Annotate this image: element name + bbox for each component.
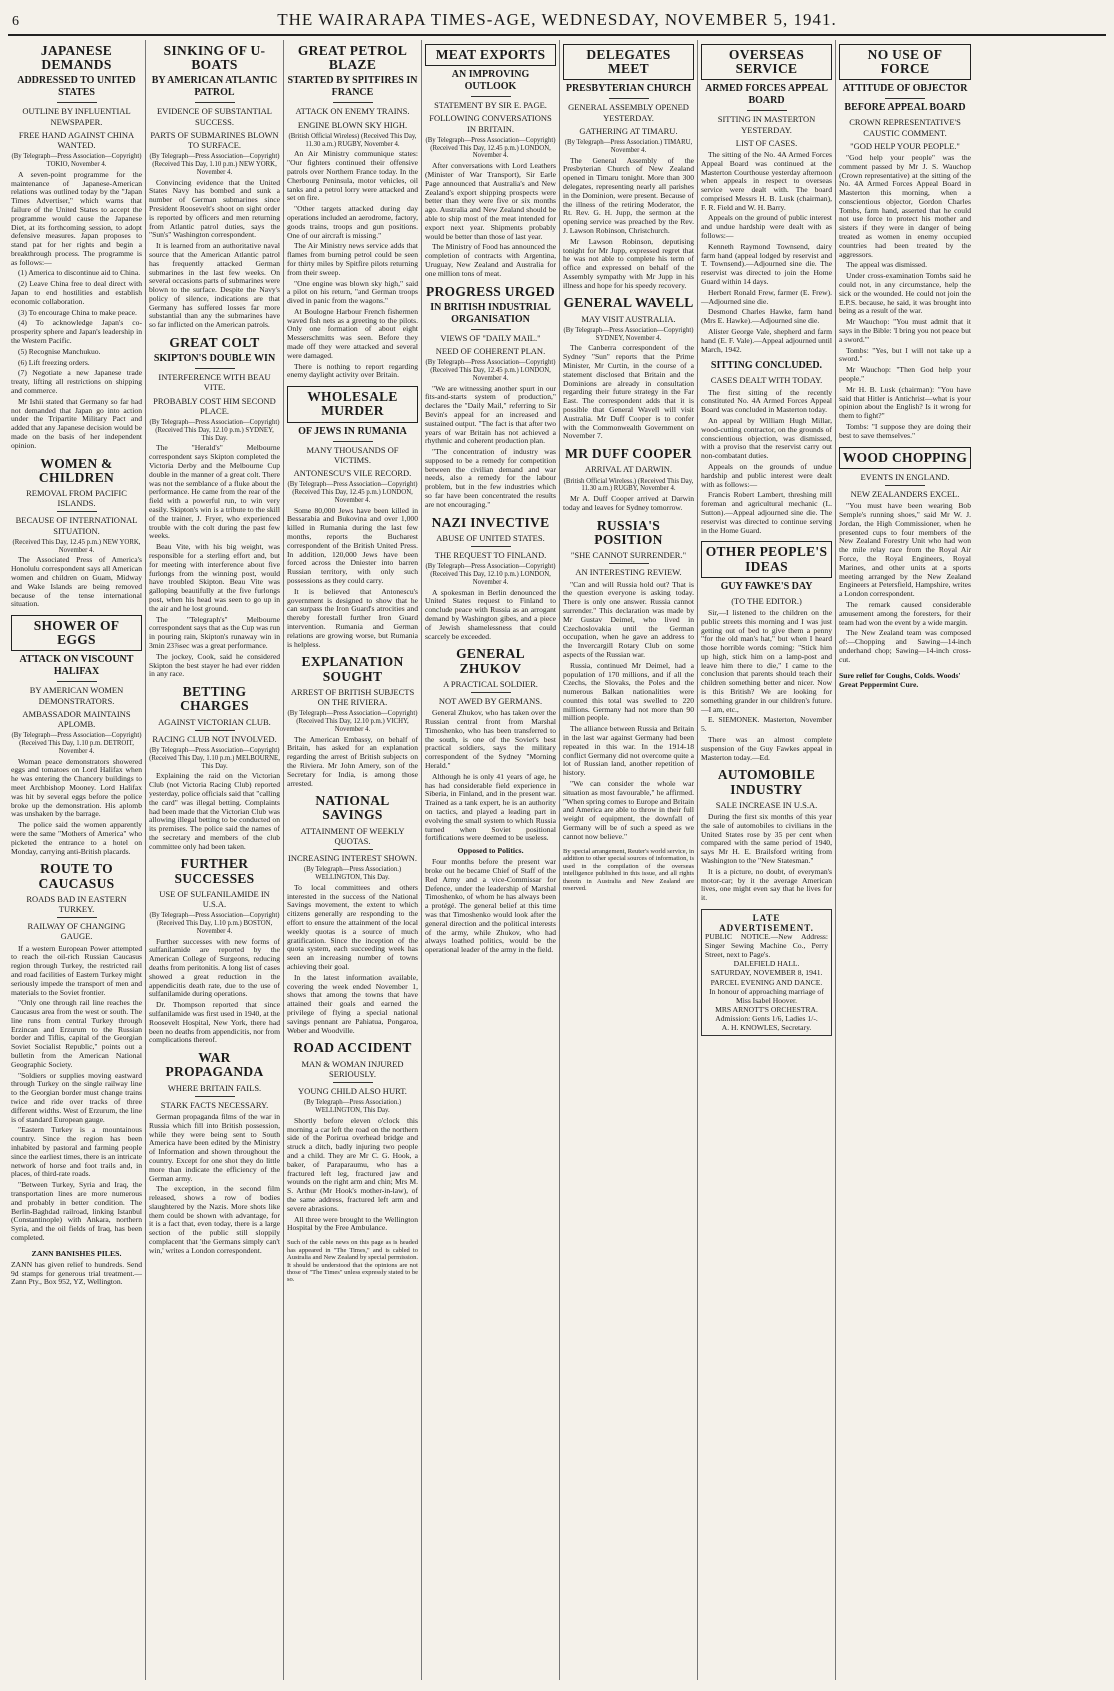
story-national-savings bbox=[287, 794, 418, 1035]
deck: VIEWS OF "DAILY MAIL." bbox=[440, 332, 541, 343]
deck: USE OF SULFANILAMIDE IN U.S.A. bbox=[159, 888, 270, 910]
deck: "SHE CANNOT SURRENDER." bbox=[570, 550, 687, 561]
deck: FREE HAND AGAINST CHINA WANTED. bbox=[18, 129, 135, 150]
story-body bbox=[425, 162, 556, 278]
paragraph: "Eastern Turkey is a mountainous country. Since the region has been inhabited by pastoral and farming people since the earliest times, there is an intricate network of horse and foot trails and, in places, of third-rate roads. bbox=[11, 1125, 142, 1179]
headline: WOOD CHOPPING bbox=[839, 447, 971, 469]
story-road-accident bbox=[287, 1041, 418, 1233]
headline: OVERSEAS SERVICE bbox=[701, 44, 832, 80]
deck: BY AMERICAN ATLANTIC PATROL bbox=[151, 75, 278, 99]
deck: CASES DEALT WITH TODAY. bbox=[710, 375, 823, 386]
paragraph: It is believed that Antonescu's government is designed to show that he can surpass the Iron Guard's atrocities and thereby forestall further Iron Guard intervention. Rumania and German relations are growing worse, but Rumania is helpless. bbox=[287, 586, 418, 649]
deck: AGAINST VICTORIAN CLUB. bbox=[158, 716, 271, 727]
story-nazi-invective bbox=[425, 516, 556, 642]
headline: OTHER PEOPLE'S IDEAS bbox=[701, 541, 832, 577]
story-war-propaganda bbox=[149, 1051, 280, 1255]
paragraph: "The concentration of industry was supposed to be a remedy for competition between the civilian demand and war needs, also a remedy for the labour problem, but in the few industries which so far have been concentrated the results are not encouraging." bbox=[425, 447, 556, 509]
paragraph: During the first six months of this year the sale of automobiles to civilians in the United States rose by 35 per cent when compared with the same period of 1940, says Mr H. E. Brailsford writing from Washington to the "New Statesman." bbox=[701, 811, 832, 865]
paragraph: Woman peace demonstrators showered eggs and tomatoes on Lord Halifax when he was entering the Chancery buildings to meet Archbishop Mooney. Lord Halifax was hit by several eggs before the police broke up the demonstration. His aplomb was unshaken by the barrage. bbox=[11, 756, 142, 819]
paragraph: The American Embassy, on behalf of Britain, has asked for an explanation regarding the arrest of British subjects on the Riviera. Mr John Amery, son of the Secretary for India, is among those arrested. bbox=[287, 734, 418, 788]
story-shower-of-eggs bbox=[11, 615, 142, 856]
paragraph: (6) Lift freezing orders. bbox=[18, 357, 90, 367]
deck: PARTS OF SUBMARINES BLOWN TO SURFACE. bbox=[150, 129, 279, 150]
story-body bbox=[839, 502, 971, 664]
paragraph: To local committees and others interested in the success of the National Savings movement, the extent to which citizens generally are responding to the effort to ensure the attainment of the local weekly quotas is a source of much gratification. Since the inception of the quota system, each succeeding week has seen an increasing number of towns achieving their goal. bbox=[287, 882, 418, 971]
advert-line: DALEFIELD HALL. bbox=[733, 959, 800, 969]
paragraph: Tombs: "Yes, but I will not take up a sword." bbox=[839, 345, 971, 364]
story-further-successes bbox=[149, 857, 280, 1045]
deck: SALE INCREASE IN U.S.A. bbox=[715, 799, 818, 810]
story-other-peoples-ideas bbox=[701, 541, 832, 762]
story-body bbox=[149, 772, 280, 851]
paragraph: If a western European Power attempted to reach the oil-rich Russian Caucasus region through Turkey, the restricted rail and road facilities of Eastern Turkey might seriously impede the transport of men and materials to the Soviet frontier. bbox=[11, 943, 142, 997]
newspaper-title: THE WAIRARAPA TIMES-AGE, WEDNESDAY, NOVEMBER 5, 1941. bbox=[277, 10, 837, 29]
paragraph: Russia, continued Mr Deimel, had a population of 170 millions, and if all the Czechs, the Slovaks, the Poles and the numerous Balkan nationalities were counted this total was swelled to 220 millions. Germany had not more than 90 million people. bbox=[563, 660, 694, 723]
deck: ATTACK ON VISCOUNT HALIFAX bbox=[19, 654, 134, 678]
paragraph: The sitting of the No. 4A Armed Forces Appeal Board was continued at the Masterton Courthouse yesterday afternoon when appeals in respect to overseas service were dealt with. The board comprised Messrs H. B. Lusk (chairman), F. R. Field and W. H. Barry. bbox=[701, 149, 832, 212]
deck: RAILWAY OF CHANGING GAUGE. bbox=[27, 921, 126, 942]
headline: WHOLESALE MURDER bbox=[287, 386, 418, 422]
column-2 bbox=[146, 40, 284, 1680]
paragraph: The first sitting of the recently constituted No. 4A Armed Forces Appeal Board was concluded in Masterton today. bbox=[701, 387, 832, 415]
deck: GENERAL ASSEMBLY OPENED YESTERDAY. bbox=[568, 102, 689, 123]
deck: ENGINE BLOWN SKY HIGH. bbox=[297, 119, 408, 130]
story-women-children bbox=[11, 457, 142, 610]
paragraph: The "Telegraph's" Melbourne correspondent says that as the Cup was run in pouring rain, Skipton's runaway win in 3min 23⅞sec was a great performance. bbox=[149, 614, 280, 650]
deck: A PRACTICAL SOLDIER. bbox=[443, 678, 538, 689]
story-body bbox=[287, 150, 418, 380]
paragraph: Convincing evidence that the United States Navy has bombed and sunk a number of German submarines since President Roosevelt's shoot on sight order is reported by officers and men returning from Atlantic patrol duties, says the "Sun's" Washington correspondent. bbox=[149, 177, 280, 240]
paragraph: "We can consider the whole war situation as most favourable," he affirmed. "When spring comes to Europe and Britain and America are able to throw in their full weight of equipment, the downfall of Germany will be of such a speed as we cannot now believe." bbox=[563, 779, 694, 841]
paragraph: (3) To encourage China to make peace. bbox=[18, 307, 137, 317]
deck: ATTACK ON ENEMY TRAINS. bbox=[295, 106, 410, 117]
paragraph: There was an almost complete suspension of the Guy Fawkes appeal in Masterton today.—Ed. bbox=[701, 735, 832, 762]
paragraph: General Zhukov, who has taken over the Russian central front from Marshal Timoshenko, who has been transferred to the south, is one of the Soviet's best practical soldiers, says the military correspondent of the Sydney "Morning Herald." bbox=[425, 708, 556, 770]
advert-heading: ZANN BANISHES PILES. bbox=[31, 1248, 122, 1258]
headline: ROUTE TO CAUCASUS bbox=[38, 861, 115, 891]
deck: INCREASING INTEREST SHOWN. bbox=[288, 853, 417, 864]
deck: YOUNG CHILD ALSO HURT. bbox=[298, 1085, 407, 1096]
paragraph: Some 80,000 Jews have been killed in Bessarabia and Bukovina and over 1,000 killed in Rumania during the last few months, reports the Bucharest correspondent of the British United Press. In addition, 120,000 Jews have been forced across the Dniester into barren Russian territory, with only such possessions as they could carry. bbox=[287, 505, 418, 585]
paragraph: An appeal by William Hugh Millar, wood-cutting contractor, on the grounds of conscientious objection, was dismissed, with a proviso that the reservist carry out non-combatant duties. bbox=[701, 416, 832, 461]
subheading: Opposed to Politics. bbox=[457, 846, 524, 856]
paragraph: Appeals on the grounds of undue hardship and public interest were dealt with as follows:— bbox=[701, 462, 832, 489]
story-wood-chopping bbox=[839, 447, 971, 665]
paragraph: "God help your people" was the comment passed by Mr J. S. Wauchop (Crown representative) at the sitting of the No. 4A Armed Forces Appeal Board in Masterton this morning, when a conscientious objector, Gordon Charles Tombs, farm hand, asserted that he could not use force to protect his mother and sisters if they were in danger of being treated as women in enemy occupied countries had been treated by the aggressors. bbox=[839, 152, 971, 259]
deck: BY AMERICAN WOMEN DEMONSTRATORS. bbox=[29, 685, 124, 706]
deck: SITTING CONCLUDED. bbox=[710, 360, 823, 372]
deck: STARK FACTS NECESSARY. bbox=[160, 1099, 269, 1110]
headline: PROGRESS URGED bbox=[425, 283, 556, 299]
paragraph: Alister George Vale, shepherd and farm hand (E. F. Vale).—Appeal adjourned until March, 1942. bbox=[701, 327, 832, 354]
paragraph: At Boulogne Harbour French fishermen waved fish nets as a greeting to the pilots. Only one formation of about eight Messerschmitts was seen. Before they made off they were attacked and several were damaged. bbox=[287, 306, 418, 360]
deck: LIST OF CASES. bbox=[735, 137, 798, 148]
column-7 bbox=[836, 40, 974, 1680]
dateline: (By Telegraph—Press Association—Copyright) (Received This Day, 1.10 p.m.) NEW YORK, November 4. bbox=[149, 153, 280, 176]
paragraph: Kenneth Raymond Townsend, dairy farm hand (appeal lodged by reservist and T. Townsend).—Adjourned sine die. The reservist was directed to join the Home Guard within 14 days. bbox=[701, 241, 832, 287]
story-body bbox=[11, 556, 142, 609]
story-general-zhukov bbox=[425, 647, 556, 954]
paragraph: The Canberra correspondent of the Sydney "Sun" reports that the Prime Minister, Mr Curtin, in the course of a statement disclosed that Britain and the Dominions are already in consultation regarding their future strategy in the Far East. The correspondent adds that it is possible that General Wavell will visit Australia. Mr Duff Cooper is to confer with the Commonwealth Government on November 7. bbox=[563, 343, 694, 441]
dateline: (By Telegraph—Press Association—Copyright) (Received This Day, 1.10 p.m. DETROIT, November 4. bbox=[11, 732, 142, 755]
story-great-colt bbox=[149, 336, 280, 679]
column-5 bbox=[560, 40, 698, 1680]
advert-line: MRS ARNOTT'S ORCHESTRA. bbox=[715, 1004, 818, 1014]
paragraph: "We are witnessing another spurt in our fits-and-starts system of production," declares the "Daily Mail," referring to Sir Bevin's appeal for an increased and sustained output. "The fact is that after two years of war Britain has not achieved a rhythmic and coherent production plan. bbox=[425, 383, 556, 446]
headline: GREAT COLT bbox=[169, 335, 260, 351]
headline: NAZI INVECTIVE bbox=[431, 514, 550, 530]
deck: ANTONESCU'S VILE RECORD. bbox=[293, 467, 412, 478]
deck: BEFORE APPEAL BOARD bbox=[844, 102, 966, 114]
deck: ARMED FORCES APPEAL BOARD bbox=[705, 83, 828, 107]
advert-peppermint-cure: Sure relief for Coughs, Colds. Woods' Great Peppermint Cure. bbox=[839, 670, 961, 689]
headline: MEAT EXPORTS bbox=[425, 44, 556, 66]
dateline: (Received This Day, 12.45 p.m.) NEW YORK, November 4. bbox=[12, 538, 141, 554]
paragraph: There is nothing to report regarding enemy daylight activity over Britain. bbox=[287, 361, 418, 380]
dateline: (By Telegraph—Press Association—Copyright) SYDNEY, November 4. bbox=[563, 326, 694, 342]
story-body bbox=[149, 179, 280, 331]
column-1 bbox=[8, 40, 146, 1680]
story-meat-exports bbox=[425, 44, 556, 279]
column-4 bbox=[422, 40, 560, 1680]
deck: RACING CLUB NOT INVOLVED. bbox=[152, 733, 277, 744]
deck: THE REQUEST TO FINLAND. bbox=[434, 550, 547, 561]
story-wholesale-murder bbox=[287, 386, 418, 649]
paragraph: Beau Vite, with his big weight, was responsible for a sterling effort and, but for meeting with interference about five furlongs from the winning post, would have troubled Skipton. Beau Vite was galloping beautifully at the five furlongs post, when his head was seen to go up in the air and he lost ground. bbox=[149, 542, 280, 613]
paragraph: It is learned from an authoritative naval source that the American Atlantic patrol has frequently attacked German submarines in the last few weeks. On several occasions parts of submarines were blown to the surface. Despite the Navy's policy of silence, indications are that Germany has suffered losses far more substantial than any the submarines have so far inflicted on the American patrols. bbox=[149, 241, 280, 330]
paragraph: The Associated Press of America's Honolulu correspondent says all American women and children on Guam, Midway and Wake Islands are being removed because of the tense international situation. bbox=[11, 555, 142, 609]
advert-text: PUBLIC NOTICE.—New Address: Singer Sewing Machine Co., Perry Street, next to Page's. bbox=[705, 931, 828, 959]
deck: PROBABLY COST HIM SECOND PLACE. bbox=[153, 395, 276, 416]
advert-line: Admission: Gents 1/6, Ladies 1/-. bbox=[715, 1014, 818, 1023]
paragraph: Appeals on the ground of public interest and undue hardship were dealt with as follows:— bbox=[701, 213, 832, 241]
story-body bbox=[701, 151, 832, 355]
deck: CROWN REPRESENTATIVE'S CAUSTIC COMMENT. bbox=[849, 117, 961, 138]
deck: ATTITUDE OF OBJECTOR bbox=[842, 83, 968, 95]
headline: MR DUFF COOPER bbox=[565, 446, 692, 462]
advert-heading: LATE ADVERTISEMENT. bbox=[719, 912, 814, 933]
story-body bbox=[563, 157, 694, 291]
dateline: (By Telegraph—Press Association—Copyright) (Received This Day, 12.10 p.m.) VICHY, November 4. bbox=[287, 710, 418, 733]
story-body bbox=[563, 495, 694, 513]
paragraph: Mr A. Duff Cooper arrived at Darwin today and leaves for Sydney tomorrow. bbox=[563, 494, 694, 513]
deck: AMBASSADOR MAINTAINS APLOMB. bbox=[22, 708, 131, 730]
deck: OF JEWS IN RUMANIA bbox=[298, 425, 407, 437]
paragraph: Tombs: "I suppose they are doing their best to save themselves." bbox=[839, 422, 971, 440]
paragraph: The alliance between Russia and Britain in the last war against Germany had been repeated in this war. In the 1914-18 conflict Germany did not overcome quite a lot of Russian land, another repetition of history. bbox=[563, 724, 694, 778]
paragraph: The General Assembly of the Presbyterian Church of New Zealand opened in Timaru tonight. More than 300 delegates, representing nearly all parishes in the Dominion, were present. Because of the illness of the retiring Moderator, the Rt. Rev. G. H. Jupp, the sermon at the opening service was preached by the Rev. J. Lawson Robinson, Christchurch. bbox=[563, 155, 694, 235]
deck: AN INTERESTING REVIEW. bbox=[575, 567, 682, 578]
headline: WAR PROPAGANDA bbox=[165, 1050, 264, 1080]
paragraph: Dr. Thompson reported that since sulfanilamide was first used in 1940, at the Roosevelt Hospital, New York, there had been no deaths from appendicitis, nor from complications thereof. bbox=[149, 1000, 280, 1045]
paragraph: The police said the women apparently were the same "Mothers of America" who picketed the entrance to a hotel on Monday, carrying anti-British placards. bbox=[11, 820, 142, 856]
story-body bbox=[11, 171, 142, 451]
paragraph: A seven-point programme for the maintenance of Japanese-American relations was outlined today by the "Japan Times Advertiser," which warns that failure of the United States to accept the programme would cause the Japanese Diet, at its forthcoming session, to adopt defensive measures. Japan proposes to stand pat for her rights and begin a breakthrough process. The programme is as follows:— bbox=[11, 169, 142, 267]
paragraph: It is a picture, no doubt, of everyman's motor-car; by it the average American lives, one might even say that he lives for it. bbox=[701, 866, 832, 903]
story-body bbox=[839, 154, 971, 441]
paragraph: Francis Robert Lambert, threshing mill foreman and agricultural mechanic (L. Sutton).—Appeal adjourned sine die. The reservist was directed to continue serving in the Home Guard. bbox=[701, 490, 832, 535]
headline: NATIONAL SAVINGS bbox=[315, 793, 390, 823]
story-body bbox=[563, 344, 694, 441]
columns bbox=[8, 40, 1106, 1680]
deck: IN BRITISH INDUSTRIAL ORGANISATION bbox=[430, 301, 551, 325]
story-explanation-sought bbox=[287, 655, 418, 788]
paragraph: The Ministry of Food has announced the completion of contracts with Argentina, Uruguay, New Zealand and Australia for one million tons of meat. bbox=[425, 242, 556, 278]
paragraph: Four months before the present war broke out he became Chief of Staff of the Red Army and a vice-Commissar for Defence, under the leadership of Marshal Timoshenko, of whom he has always been a protégé. The general belief at this time was that Timoshenko would look after the general direction and the political interests of the army, while Zhukov, who had always loathed politics, would be the operational leader of the army in the field. bbox=[425, 857, 556, 955]
story-body bbox=[563, 581, 694, 842]
paragraph: Mr Wauchop: "Then God help your people." bbox=[839, 365, 971, 384]
paragraph: "One engine was blown sky high," said a pilot on his return, "and German troops dived in panic from the wagons." bbox=[287, 278, 418, 306]
deck: INTERFERENCE WITH BEAU VITE. bbox=[158, 372, 271, 393]
paragraph: After conversations with Lord Leathers (Minister of War Transport), Sir Earle Page announced that Australia's and New Zealand's export shipping prospects were better than they were five or six months ago. Australia and New Zealand should be able to ship most of the meat intended for export next year. Shipments probably would be better than those of last year. bbox=[425, 161, 556, 241]
story-japanese-demands bbox=[11, 44, 142, 451]
story-body bbox=[425, 589, 556, 642]
deck: ARREST OF BRITISH SUBJECTS ON THE RIVIERA. bbox=[290, 686, 415, 707]
headline: SHOWER OF EGGS bbox=[11, 615, 142, 651]
deck: OUTLINE BY INFLUENTIAL NEWSPAPER. bbox=[22, 106, 131, 127]
story-progress-urged bbox=[425, 285, 556, 510]
paragraph: "Other targets attacked during day operations included an aerodrome, factory, goods trains, troops and gun positions. One of our aircraft is missing." bbox=[287, 204, 418, 240]
headline: BETTING CHARGES bbox=[180, 684, 249, 714]
dateline: (By Telegraph—Press Association—Copyright) (Received This Day, 1.10 p.m.) MELBOURNE, This Day. bbox=[149, 746, 280, 770]
paragraph: The exception, in the second film released, shows a row of bodies slaughtered by the Nazis. More shots like them could be shown with advantage, for it is a fact that, even today, there is a large section of the public still sloppily complacent that 'the Germans simply can't win,' writes a London correspondent. bbox=[149, 1184, 280, 1255]
paragraph: The appeal was dismissed. bbox=[846, 260, 927, 270]
paragraph: The Air Ministry news service adds that flames from burning petrol could be seen for thirty miles by Spitfire pilots returning from their sweep. bbox=[287, 241, 418, 277]
paragraph: The jockey, Cook, said he considered Skipton the best stayer he had ever ridden in any race. bbox=[149, 651, 280, 679]
story-body bbox=[701, 389, 832, 536]
deck: REMOVAL FROM PACIFIC ISLANDS. bbox=[26, 487, 127, 509]
dateline: (By Telegraph—Press Association—Copyright) (Received This Day, 12.10 p.m.) SYDNEY, This Day. bbox=[149, 419, 280, 442]
dateline: (By Telegraph—Press Association—Copyright) TOKIO, November 4. bbox=[11, 153, 142, 168]
paragraph: A spokesman in Berlin denounced the United States request to Finland to conclude peace with Russia as an arrogant demand by Washington gibes, and a piece of Jewish shamelessness that could scarcely be exceeded. bbox=[425, 587, 556, 641]
dateline: (By Telegraph—Press Association—Copyright) (Received This Day, 12.10 p.m.) LONDON, November 4. bbox=[425, 563, 556, 586]
deck: NEW ZEALANDERS EXCEL. bbox=[850, 488, 960, 499]
story-delegates-meet bbox=[563, 44, 694, 290]
advert-text: ZANN has given relief to hundreds. Send 9d stamps for generous trial treatment.—Zann Pty., Box 952, YZ, Wellington. bbox=[11, 1259, 142, 1287]
story-mr-duff-cooper bbox=[563, 447, 694, 513]
story-sitting-concluded bbox=[701, 360, 832, 535]
story-body bbox=[287, 1117, 418, 1233]
dateline: (By Telegraph—Press Association—Copyright) (Received This Day, 12.45 p.m.) LONDON, November 4. bbox=[425, 136, 556, 160]
advert-line: In honour of approaching marriage of Miss Isabel Hoover. bbox=[709, 986, 824, 1005]
paragraph: Herbert Ronald Frew, farmer (E. Frew).—Adjourned sine die. bbox=[701, 287, 832, 306]
story-body bbox=[701, 609, 832, 763]
story-body bbox=[287, 736, 418, 789]
deck: AN IMPROVING OUTLOOK bbox=[451, 69, 530, 93]
deck: SITTING IN MASTERTON YESTERDAY. bbox=[717, 114, 816, 135]
story-great-petrol-blaze bbox=[287, 44, 418, 380]
paragraph: Desmond Charles Hawke, farm hand (Mrs E. Hawke).—Adjourned sine die. bbox=[701, 307, 832, 326]
paragraph: (5) Recognise Manchukuo. bbox=[18, 346, 101, 356]
headline: GENERAL WAVELL bbox=[563, 295, 694, 311]
headline: EXPLANATION SOUGHT bbox=[301, 654, 404, 684]
story-body bbox=[425, 709, 556, 955]
headline: GREAT PETROL BLAZE bbox=[297, 43, 408, 73]
story-body bbox=[149, 1113, 280, 1256]
dateline: (By Telegraph—Press Association.) WELLINGTON, This Day. bbox=[303, 1099, 402, 1114]
paragraph: Mr Ishii stated that Germany so far had not demanded that Japan go into action under the Tripartite Military Pact and added that any Japanese decision would be made on the basis of her independent opinion. bbox=[11, 396, 142, 450]
story-body bbox=[11, 945, 142, 1243]
dateline: (By Telegraph—Press Association—Copyright) (Received This Day, 1.10 p.m.) BOSTON, November 4. bbox=[149, 912, 280, 935]
paragraph: Under cross-examination Tombs said he could not, in any circumstance, help the sick or the wounded. He could not join the E.P.S. because, he said, it was brought into being as a result of the war. bbox=[839, 271, 971, 316]
deck: (TO THE EDITOR.) bbox=[731, 595, 802, 606]
page-number: 6 bbox=[12, 14, 19, 29]
deck: EVIDENCE OF SUBSTANTIAL SUCCESS. bbox=[156, 106, 272, 127]
headline: SINKING OF U-BOATS bbox=[163, 43, 266, 73]
paragraph: (7) Negotiate a new Japanese trade treaty, lifting all restrictions on shipping and commerce. bbox=[11, 368, 142, 396]
deck: ROADS BAD IN EASTERN TURKEY. bbox=[26, 893, 127, 914]
column-6 bbox=[698, 40, 836, 1680]
advert-line: SATURDAY, NOVEMBER 8, 1941. bbox=[710, 968, 823, 978]
dateline: (By Telegraph—Press Association.) TIMARU, November 4. bbox=[564, 138, 693, 154]
story-route-to-caucasus bbox=[11, 862, 142, 1242]
story-body bbox=[425, 385, 556, 510]
headline: FURTHER SUCCESSES bbox=[174, 856, 255, 886]
deck: STARTED BY SPITFIRES IN FRANCE bbox=[287, 75, 418, 99]
dateline: (British Official Wireless) (Received This Day, 11.30 a.m.) RUGBY, November 4. bbox=[288, 132, 417, 148]
dateline: (By Telegraph—Press Association—Copyright) (Received This Day, 12.45 p.m.) LONDON, November 4. bbox=[425, 359, 556, 382]
column-3 bbox=[284, 40, 422, 1680]
story-body bbox=[11, 758, 142, 857]
paragraph: "Soldiers or supplies moving eastward through Turkey on the single railway line to the Georgian border must change trains twice and ride over tracks of three different widths. West of Erzurum, the line is of standard European gauge. bbox=[11, 1070, 142, 1124]
deck: NOT AWED BY GERMANS. bbox=[438, 695, 543, 706]
paragraph: Sir,—I listened to the children on the public streets this morning and I was just getting out of bed to give them a penny "for the old man's hat," but when I heard those horrible words coming: "Stick him up high, stick him on a lamp-post and leave him there to die," I came to the conclusion that parents should teach their children something better and nicer. Now is this British? We are looking for something grander in our children's future.—I am, etc., bbox=[701, 607, 832, 714]
advert-line: PARCEL EVENING AND DANCE. bbox=[710, 977, 823, 987]
deck: "GOD HELP YOUR PEOPLE." bbox=[850, 140, 960, 151]
headline: GENERAL ZHUKOV bbox=[456, 646, 525, 676]
story-sinking-of-u-boats bbox=[149, 44, 280, 330]
headline: RUSSIA'S POSITION bbox=[594, 517, 663, 547]
deck: ADDRESSED TO UNITED STATES bbox=[17, 75, 136, 99]
paragraph: In the latest information available, covering the week ended November 1, shows that among the towns that have attained their goals and earned the privilege of flying a special national savings pennant are Pahiatua, Pongaroa, Weber and Woodville. bbox=[287, 972, 418, 1035]
reuter-footnote: By special arrangement, Reuter's world service, in addition to other special sources of information, is used in the compilation of the overseas intelligence published in this issue, and all rights therein in Australia and New Zealand are reserved. bbox=[563, 847, 694, 892]
paragraph: (2) Leave China free to deal direct with Japan to end hostilities and establish economic collaboration. bbox=[11, 279, 142, 306]
paragraph: "Only one through rail line reaches the Caucasus area from the west or south. The line runs from central Turkey through Erzincan and Erzurum to the Russian border and Tiflis, capital of the Georgian Soviet Socialist Republic," points out a bulletin from the American National Geographic Society. bbox=[11, 998, 142, 1069]
deck: ARRIVAL AT DARWIN. bbox=[585, 464, 672, 475]
story-body bbox=[287, 507, 418, 650]
story-overseas-service bbox=[701, 44, 832, 354]
deck: WHERE BRITAIN FAILS. bbox=[167, 1082, 262, 1093]
headline: DELEGATES MEET bbox=[563, 44, 694, 80]
late-advertisement bbox=[701, 909, 832, 1036]
paragraph: E. SIEMONEK. Masterton, November 5. bbox=[701, 715, 832, 734]
deck: EVENTS IN ENGLAND. bbox=[860, 471, 950, 482]
story-betting-charges bbox=[149, 685, 280, 851]
deck: STATEMENT BY SIR E. PAGE. bbox=[434, 100, 547, 111]
cable-footnote: Such of the cable news on this page as is headed has appeared in "The Times," and is cabled to Australia and New Zealand by special permission. It should be understood that the opinions are not those of "The Times" unless expressly stated to be so. bbox=[287, 1239, 418, 1284]
paragraph: Mr H. B. Lusk (chairman): "You have said that Hitler is Antichrist—what is your opinion about the English? Is it wrong for them to fight?" bbox=[839, 384, 971, 421]
paragraph: Shortly before eleven o'clock this morning a car left the road on the northern side of the Porirua overhead bridge and struck a ditch, badly injuring two people and a child. They are Mr C. G. Hook, a baker, of Paraparaumu, who has a fractured left leg, fractured jaw and wounds on the right arm and chin; Mrs M. S. Arthur (Mr Hook's mother-in-law), of the same address, fractured left arm and severe abrasions. bbox=[287, 1115, 418, 1213]
paragraph: Mr Wauchop: "You must admit that it says in the Bible: 'I bring you not peace but a sword.'" bbox=[839, 317, 971, 344]
dateline: (British Official Wireless.) (Received This Day, 11.30 a.m.) RUGBY, November 4. bbox=[563, 477, 694, 493]
deck: MANY THOUSANDS OF VICTIMS. bbox=[306, 444, 399, 465]
masthead bbox=[8, 10, 1106, 36]
paragraph: The New Zealand team was composed of:—Chopping and Sawing—14-inch underhand chop; Sawing—14-inch cross-cut. bbox=[839, 628, 971, 664]
story-general-wavell bbox=[563, 296, 694, 441]
paragraph: Mr Lawson Robinson, deputising tonight for Mr Jupp, expressed regret that he was not able to complete his term of office and expressed on behalf of the Assembly sympathy with Mr Jupp in his illness and hope for his speedy recovery. bbox=[563, 236, 694, 290]
headline: AUTOMOBILE INDUSTRY bbox=[717, 767, 816, 797]
paragraph: "Between Turkey, Syria and Iraq, the transportation lines are more numerous and probably in better condition. The Berlin-Baghdad railroad, linking Istanbul (Constantinople) with Ankara, northern Syria, and the oil fields of Iraq, has been completed. bbox=[11, 1180, 142, 1243]
paragraph: Although he is only 41 years of age, he has had considerable field experience in Siberia, in Finland, and in the present war. Trained as a tank expert, he is an authority on tactics, and played a leading part in evolving the small system to which Russia turned when Soviet positional fortifications were deemed to be useless. bbox=[425, 771, 556, 843]
paragraph: (1) America to discontinue aid to China. bbox=[18, 268, 141, 278]
paragraph: The "Herald's" Melbourne correspondent says Skipton completed the Victoria Derby and the Melbourne Cup double in the manner of a great colt. There was not the semblance of a fluke about the performance. He came from the rear of the field with a powerful run, to win very easily. Skipton's win is a tribute to the skill of the trainer, J. Fryer, who experienced trouble with the colt during the past few weeks. bbox=[149, 443, 280, 541]
deck: MAY VISIT AUSTRALIA. bbox=[581, 313, 676, 324]
headline: WOMEN & CHILDREN bbox=[38, 455, 115, 485]
dateline: (By Telegraph—Press Association—Copyright) (Received This Day, 12.45 p.m.) LONDON, November 4. bbox=[287, 481, 418, 504]
story-automobile-industry bbox=[701, 768, 832, 903]
advert-line: A. H. KNOWLES, Secretary. bbox=[721, 1023, 812, 1033]
story-body bbox=[149, 938, 280, 1046]
headline: ROAD ACCIDENT bbox=[293, 1040, 412, 1056]
story-no-use-of-force bbox=[839, 44, 971, 441]
paragraph: Further successes with new forms of sulfanilamide are reported by the American College of Surgeons, reducing deaths from peritonitis. A long list of cases showed a great reduction in the appendicitis death rate, due to the use of sulfanilamide during operations. bbox=[149, 936, 280, 999]
paragraph: (4) To acknowledge Japan's co-prosperity sphere and Japan's leadership in the Western Pacific. bbox=[11, 318, 142, 346]
paragraph: Explaining the raid on the Victorian Club (not Victoria Racing Club) reported yesterday, police officials said that "calling the card" was illegal betting. Complaints had been made that the Victorian Club was allowing illegal betting to be conducted on its premises. The police said the names of the secretary and members of the club committee only had been taken. bbox=[149, 771, 280, 851]
paragraph: "Can and will Russia hold out? That is the question everyone is asking today. There is only one answer. Russia cannot surrender." This declaration was made by Mr Gustav Deimel, who lived in Czechoslovakia until the German occupation, when he gave an address to the Invercargill Rotary Club on some aspects of the Russian war. bbox=[563, 579, 694, 659]
advert-zann bbox=[11, 1249, 142, 1287]
headline: NO USE OF FORCE bbox=[839, 44, 971, 80]
story-body bbox=[287, 884, 418, 1036]
paragraph: An Air Ministry communique states: "Our fighters continued their offensive patrols over Northern France today. In the Cherbourg Peninsula, motor vehicles, oil tanks and a petrol lorry were attacked and set on fire. bbox=[287, 149, 418, 203]
deck: PRESBYTERIAN CHURCH bbox=[565, 83, 692, 95]
deck: NEED OF COHERENT PLAN. bbox=[435, 345, 546, 356]
deck: BECAUSE OF INTERNATIONAL SITUATION. bbox=[15, 515, 138, 536]
deck: ABUSE OF UNITED STATES. bbox=[436, 532, 545, 543]
deck: FOLLOWING CONVERSATIONS IN BRITAIN. bbox=[429, 113, 552, 134]
deck: GUY FAWKE'S DAY bbox=[720, 580, 813, 592]
paragraph: All three were brought to the Wellington Hospital by the Free Ambulance. bbox=[287, 1214, 418, 1233]
story-russias-position bbox=[563, 519, 694, 842]
paragraph: German propaganda films of the war in Russia which fill into British possession, while they were being sent to South America have been edited by the Ministry of Information and shown throughout the country. Except for one shot they do little more than indicate the efficiency of the German army. bbox=[149, 1111, 280, 1183]
headline: JAPANESE DEMANDS bbox=[40, 43, 113, 73]
story-body bbox=[701, 813, 832, 903]
paragraph: The remark caused considerable amusement among the foresters, for their team had won the event by a wide margin. bbox=[839, 599, 971, 627]
deck: GATHERING AT TIMARU. bbox=[579, 125, 678, 136]
deck: MAN & WOMAN INJURED SERIOUSLY. bbox=[301, 1058, 404, 1079]
deck: SKIPTON'S DOUBLE WIN bbox=[153, 353, 276, 365]
deck: ATTAINMENT OF WEEKLY QUOTAS. bbox=[300, 825, 405, 846]
paragraph: "You must have been wearing Bob Semple's running shoes," said Mr W. J. Jordan, the High Commissioner, when he presented cups to four members of the New Zealand Forestry Unit who had won the mile relay race from the Royal Air Force, the Royal Engineers, Royal Marines, and other units at a sports meeting arranged by the New Zealand Engineers at Petersfield, Hampshire, writes a London correspondent. bbox=[839, 501, 971, 599]
story-body bbox=[149, 444, 280, 679]
dateline: (By Telegraph—Press Association.) WELLINGTON, This Day. bbox=[303, 866, 402, 882]
